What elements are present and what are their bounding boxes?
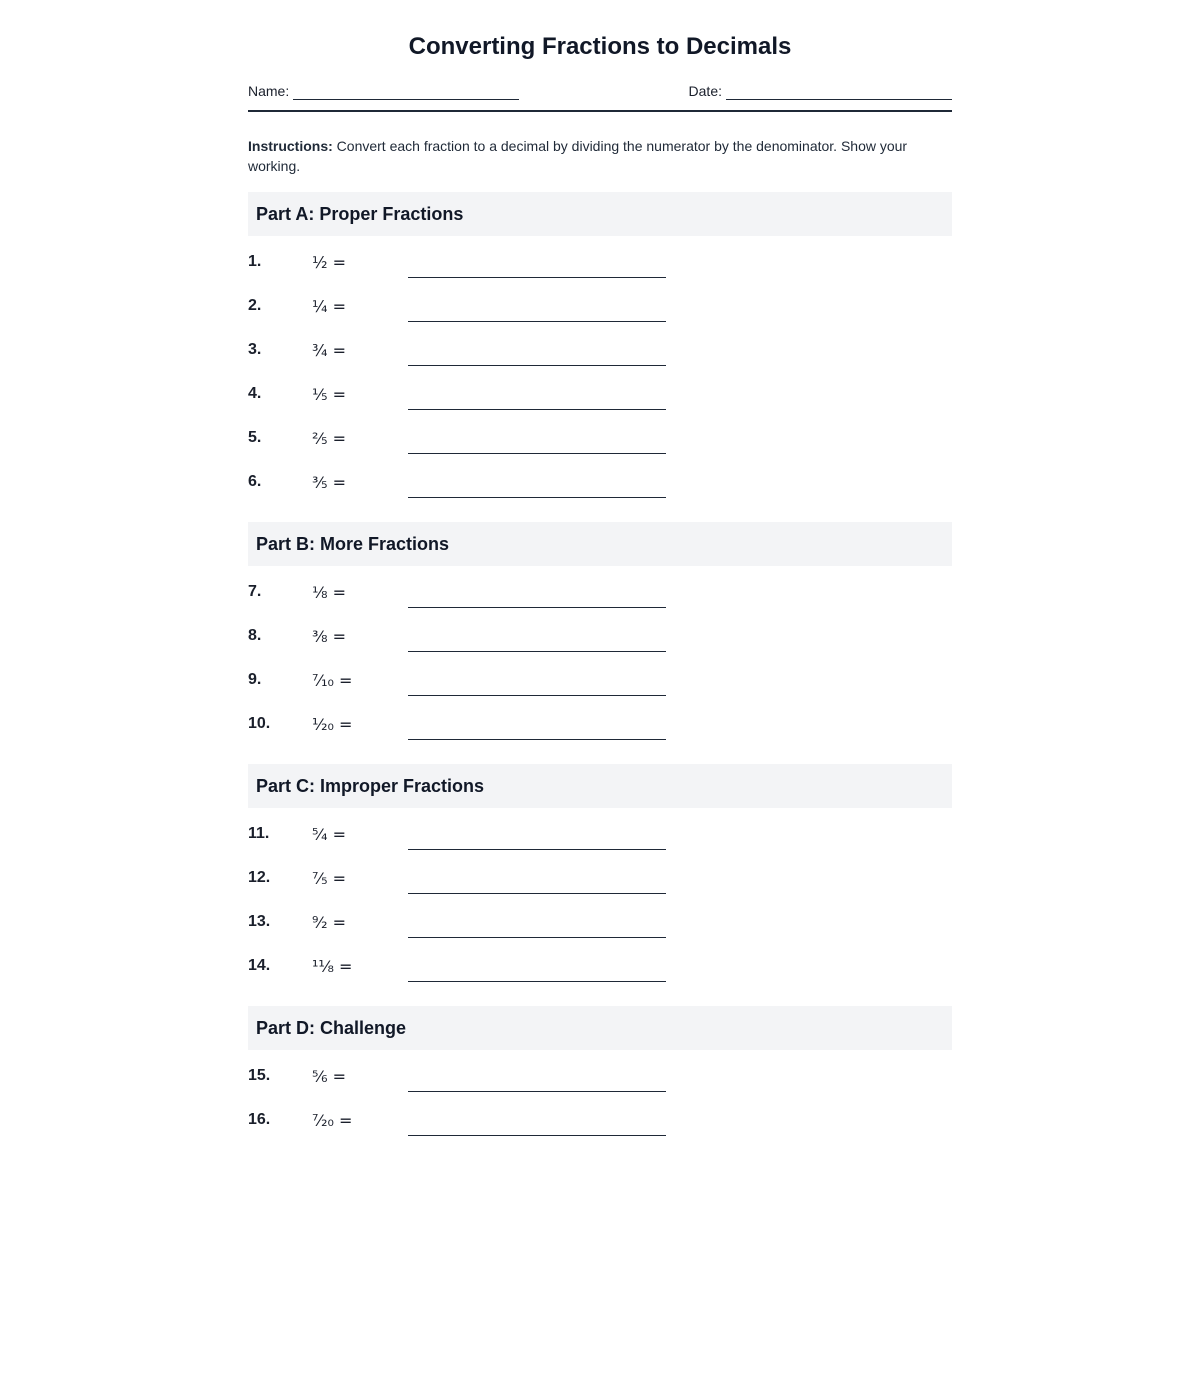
- answer-blank-line[interactable]: [408, 873, 666, 894]
- answer-blank-line[interactable]: [408, 719, 666, 740]
- problem-row: [248, 460, 952, 504]
- date-field: [689, 82, 952, 100]
- fraction-expression: ⅚ =: [312, 1066, 346, 1086]
- answer-blank-line[interactable]: [408, 301, 666, 322]
- fraction-expression: ⁹⁄₂ =: [312, 912, 346, 932]
- fraction-expression: ¹¹⁄₈ =: [312, 956, 353, 976]
- problem-number: 13.: [248, 913, 271, 930]
- sections-container: [248, 192, 952, 1142]
- fraction-expression: ⅖ =: [312, 428, 346, 448]
- answer-blank-line[interactable]: [408, 345, 666, 366]
- answer-blank-line[interactable]: [408, 1071, 666, 1092]
- problem-list: [248, 236, 952, 504]
- problem-row: [248, 702, 952, 746]
- problem-number: 2.: [248, 297, 262, 314]
- problem-number: 15.: [248, 1067, 271, 1084]
- problem-number: 4.: [248, 385, 262, 402]
- problem-number: 14.: [248, 957, 271, 974]
- instructions-text: Convert each fraction to a decimal by dividing the numerator by the denominator. Show your working.: [248, 138, 908, 174]
- problem-number: 3.: [248, 341, 262, 358]
- name-field: [248, 82, 519, 100]
- fraction-expression: ⅛ =: [312, 582, 346, 602]
- problem-number: 6.: [248, 473, 262, 490]
- answer-blank-line[interactable]: [408, 587, 666, 608]
- problem-row: [248, 284, 952, 328]
- name-blank-line[interactable]: [293, 84, 519, 100]
- problem-row: [248, 1098, 952, 1142]
- fraction-expression: ⅗ =: [312, 472, 346, 492]
- problem-row: [248, 372, 952, 416]
- problem-number: 5.: [248, 429, 262, 446]
- answer-blank-line[interactable]: [408, 829, 666, 850]
- answer-blank-line[interactable]: [408, 477, 666, 498]
- problem-row: [248, 856, 952, 900]
- student-info-row: [248, 82, 952, 112]
- fraction-expression: ⁷⁄₁₀ =: [312, 670, 353, 690]
- problem-row: [248, 328, 952, 372]
- worksheet-title: Converting Fractions to Decimals: [408, 33, 792, 60]
- name-label: Name:: [248, 83, 290, 99]
- problem-list: [248, 808, 952, 988]
- instructions-label: Instructions:: [248, 138, 333, 154]
- problem-row: [248, 900, 952, 944]
- problem-number: 1.: [248, 253, 262, 270]
- section-header: Part B: More Fractions: [248, 522, 952, 566]
- answer-blank-line[interactable]: [408, 1115, 666, 1136]
- problem-row: [248, 1054, 952, 1098]
- problem-row: [248, 658, 952, 702]
- answer-blank-line[interactable]: [408, 631, 666, 652]
- problem-list: [248, 1050, 952, 1142]
- date-blank-line[interactable]: [726, 84, 952, 100]
- problem-number: 12.: [248, 869, 271, 886]
- fraction-expression: ⁷⁄₂₀ =: [312, 1110, 353, 1130]
- problem-row: [248, 240, 952, 284]
- problem-number: 7.: [248, 583, 262, 600]
- answer-blank-line[interactable]: [408, 433, 666, 454]
- fraction-expression: ¹⁄₂₀ =: [312, 714, 353, 734]
- section-header: Part C: Improper Fractions: [248, 764, 952, 808]
- problem-number: 10.: [248, 715, 271, 732]
- problem-number: 9.: [248, 671, 262, 688]
- answer-blank-line[interactable]: [408, 257, 666, 278]
- answer-blank-line[interactable]: [408, 917, 666, 938]
- answer-blank-line[interactable]: [408, 675, 666, 696]
- worksheet-page: [248, 0, 952, 1142]
- fraction-expression: ¼ =: [312, 296, 346, 316]
- problem-row: [248, 416, 952, 460]
- date-label: Date:: [688, 83, 722, 99]
- fraction-expression: ⁵⁄₄ =: [312, 824, 346, 844]
- problem-row: [248, 570, 952, 614]
- problem-row: [248, 614, 952, 658]
- answer-blank-line[interactable]: [408, 961, 666, 982]
- fraction-expression: ½ =: [312, 252, 346, 272]
- problem-number: 8.: [248, 627, 262, 644]
- answer-blank-line[interactable]: [408, 389, 666, 410]
- instructions: [248, 136, 952, 176]
- fraction-expression: ⅕ =: [312, 384, 346, 404]
- fraction-expression: ⅜ =: [312, 626, 346, 646]
- section-header: Part A: Proper Fractions: [248, 192, 952, 236]
- section-header: Part D: Challenge: [248, 1006, 952, 1050]
- problem-list: [248, 566, 952, 746]
- problem-number: 16.: [248, 1111, 271, 1128]
- fraction-expression: ⁷⁄₅ =: [312, 868, 346, 888]
- fraction-expression: ¾ =: [312, 340, 346, 360]
- problem-number: 11.: [248, 825, 270, 842]
- problem-row: [248, 812, 952, 856]
- problem-row: [248, 944, 952, 988]
